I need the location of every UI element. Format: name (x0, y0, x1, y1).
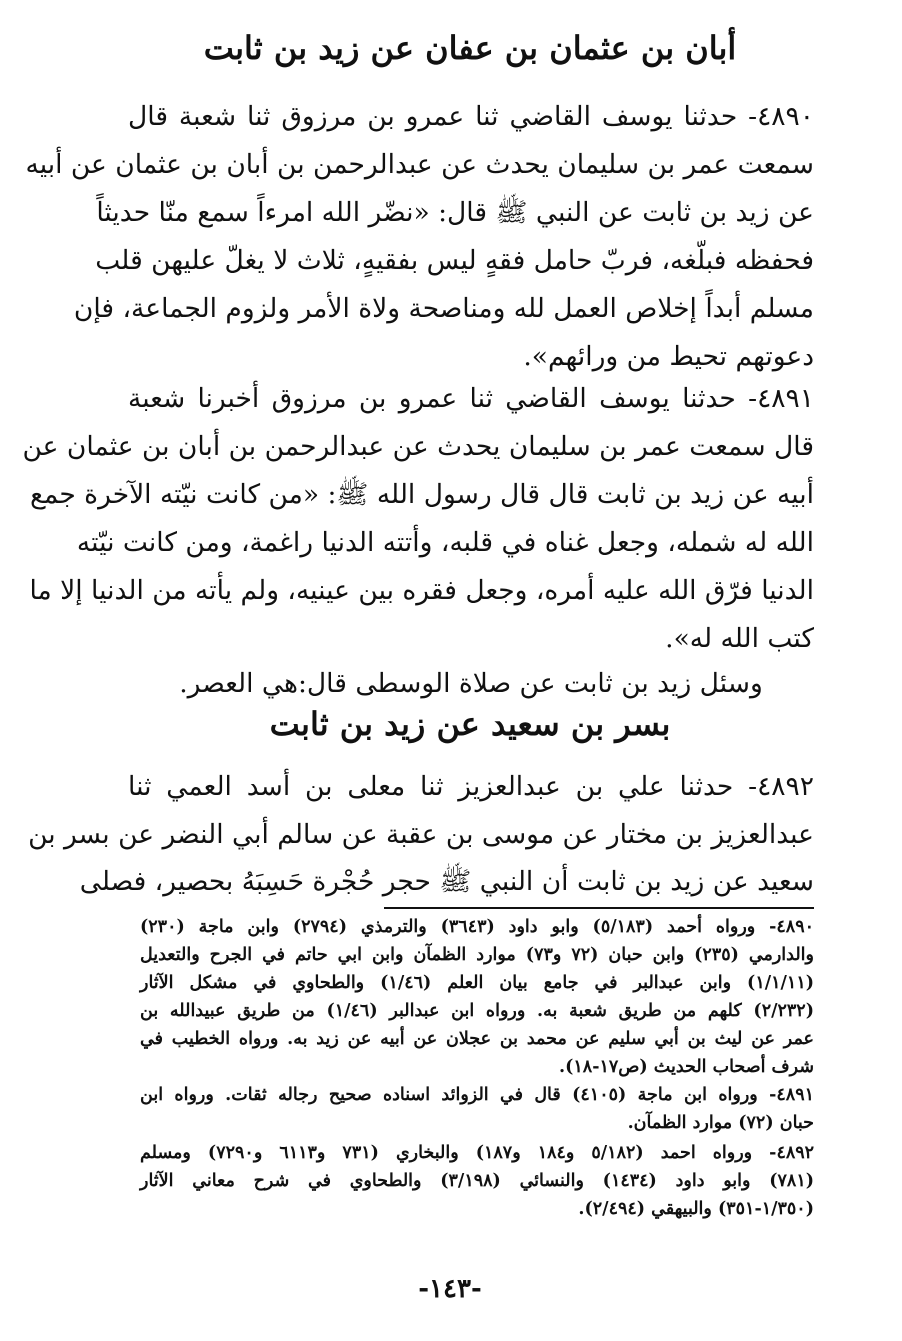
footnote-line: عمر عن ليث بن أبي سليم عن محمد بن عجلان عن أبيه عن زيد به. ورواه الخطيب في (140, 1029, 814, 1049)
footnote-line: (١/١/١١) وابن عبدالبر في جامع بيان العلم (١/٤٦) والطحاوي في مشكل الآثار (140, 973, 815, 993)
section-subtitle: بسر بن سعيد عن زيد بن ثابت (269, 705, 671, 743)
text-line: مسلم أبداً إخلاص العمل لله ومناصحة ولاة الأمر ولزوم الجماعة، فإن (73, 293, 814, 324)
footnote-line: (٢/٢٣٢) كلهم من طريق شعبة به. ورواه ابن عبدالبر (١/٤٦) من طريق عبيدالله بن (140, 1001, 814, 1021)
footnote-line: حبان (٧٢) موارد الظمآن. (627, 1113, 814, 1133)
footnote-line: والدارمي (٢٣٥) وابن حبان (٧٢ و٧٣) موارد الظمآن وابن ابي حاتم في الجرح والتعديل (140, 945, 814, 965)
text-line: دعوتهم تحيط من ورائهم». (523, 341, 814, 372)
text-line: عن زيد بن ثابت عن النبي ﷺ قال: «نضّر الله امرءاً سمع منّا حديثاً (96, 197, 814, 228)
text-line: كتب الله له». (665, 623, 814, 654)
text-line: سمعت عمر بن سليمان يحدث عن عبدالرحمن بن أبان بن عثمان عن أبيه (25, 149, 814, 180)
page-title: أبان بن عثمان بن عفان عن زيد بن ثابت (203, 29, 737, 67)
footnote-line: شرف أصحاب الحديث (ص١٧-١٨). (559, 1057, 814, 1077)
footnote-line: (٧٨١) وابو داود (١٤٣٤) والنسائي (٣/١٩٨) والطحاوي في شرح معاني الآثار (140, 1171, 814, 1191)
text-line: ٤٨٩٢- حدثنا علي بن عبدالعزيز ثنا معلى بن أسد العمي ثنا (128, 771, 814, 802)
text-line: ٤٨٩١- حدثنا يوسف القاضي ثنا عمرو بن مرزوق أخبرنا شعبة (128, 383, 814, 414)
text-line: الله له شمله، وجعل غناه في قلبه، وأتته الدنيا راغمة، ومن كانت نيّته (76, 527, 814, 558)
text-line: عبدالعزيز بن مختار عن موسى بن عقبة عن سالم أبي النضر عن بسر بن (28, 819, 814, 850)
text-line: فحفظه فبلّغه، فربّ حامل فقهٍ ليس بفقيهٍ، ثلاث لا يغلّ عليهن قلب (95, 245, 814, 276)
text-line: أبيه عن زيد بن ثابت قال قال رسول الله ﷺ: «من كانت نيّته الآخرة جمع (29, 479, 814, 510)
footnote-divider (384, 907, 814, 909)
text-line: قال سمعت عمر بن سليمان يحدث عن عبدالرحمن بن أبان بن عثمان عن (22, 431, 814, 462)
page-number: -١٤٣- (418, 1274, 482, 1304)
footnote-line: ٤٨٩٢- ورواه احمد (٥/١٨٢ و١٨٤ و١٨٧) والبخاري (٧٣١ و٦١١٣ و٧٢٩٠) ومسلم (140, 1143, 815, 1163)
text-line: سعيد عن زيد بن ثابت أن النبي ﷺ حجر حُجْرة حَسِبَهُ بحصير، فصلى (79, 866, 814, 897)
text-line: الدنيا فرّق الله عليه أمره، وجعل فقره بين عينيه، ولم يأته من الدنيا إلا ما (29, 575, 814, 606)
footnote-line: ٤٨٩٠- ورواه أحمد (٥/١٨٣) وابو داود (٣٦٤٣) والترمذي (٢٧٩٤) وابن ماجة (٢٣٠) (140, 917, 815, 937)
footnote-line: ٤٨٩١- ورواه ابن ماجة (٤١٠٥) قال في الزوائد اسناده صحيح رجاله ثقات. ورواه ابن (140, 1085, 814, 1105)
text-line: ٤٨٩٠- حدثنا يوسف القاضي ثنا عمرو بن مرزوق ثنا شعبة قال (128, 101, 814, 132)
note-line: وسئل زيد بن ثابت عن صلاة الوسطى قال:هي العصر. (179, 668, 763, 699)
footnote-line: (١/٣٥٠-٣٥١) والبيهقي (٢/٤٩٤). (578, 1199, 814, 1219)
